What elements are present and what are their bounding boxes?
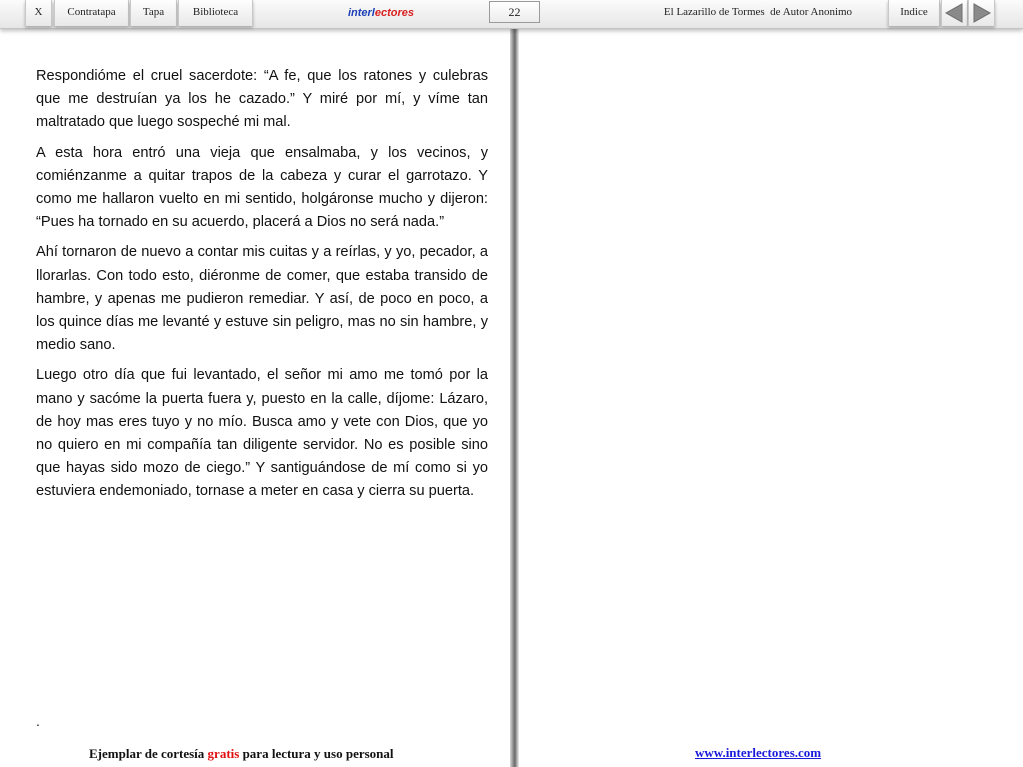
paragraph: A esta hora entró una vieja que ensalmaba, y los vecinos, y comiénzanme a quitar trapos de la cabeza y curar el garrotazo. Y como me hallaron vuelto en mi sentido, holgáronse mucho y dijeron: “Pues ha tornado en su acuerdo, placerá a Dios no será nada.” [36,144,488,231]
logo-part2: ectores [374,7,415,19]
left-page [0,29,510,767]
toolbar [0,0,1023,29]
courtesy-text-start: Ejemplar de cortesía [89,746,208,761]
courtesy-notice [89,746,394,762]
book-spine [510,29,519,767]
next-page-button[interactable] [968,0,995,26]
page-text [36,65,488,511]
book-title: El Lazarillo de Tormes de Autor Anonimo [663,6,853,18]
library-button[interactable]: Biblioteca [178,0,253,26]
close-button[interactable]: X [25,0,52,26]
website-link[interactable]: www.interlectores.com [695,745,822,760]
index-button[interactable]: Indice [888,0,940,26]
interlectores-logo [346,0,416,26]
triangle-left-icon [944,2,966,24]
logo-part1: interl [347,7,375,19]
right-page [519,29,1023,767]
previous-page-button[interactable] [941,0,968,26]
courtesy-text-end: para lectura y uso personal [239,746,394,761]
trailing-dot: . [36,713,40,729]
paragraph: Luego otro día que fui levantado, el señor mi amo me tomó por la mano y sacóme la puerta fuera y, puesto en la calle, díjome: Lázaro, de hoy mas eres tuyo y no mío. Busca amo y vete con Dios, que yo no quiero en mi compañía tan diligente servidor. No es posible sino que hayas sido mozo de ciego.” Y santiguándose de mí como si yo estuviera endemoniado, tornase a meter en casa y cierra su puerta. [36,367,488,500]
paragraph: Respondióme el cruel sacerdote: “A fe, que los ratones y culebras que me destruían ya los he cazado.” Y miré por mí, y víme tan maltratado que luego sospeché mi mal. [36,68,488,131]
courtesy-free-word: gratis [207,746,240,761]
paragraph: Ahí tornaron de nuevo a contar mis cuitas y a reírlas, y yo, pecador, a llorarlas. Con todo esto, diéronme de comer, que estaba transido de hambre, y apenas me pudieron remediar. Y así, de poco en poco, a los quince días me levanté y estuve sin peligro, mas no sin hambre, y medio sano. [36,244,488,354]
back-cover-button[interactable]: Contratapa [54,0,129,26]
triangle-right-icon [971,2,993,24]
cover-button[interactable]: Tapa [130,0,177,26]
page-number-field[interactable]: 22 [489,1,540,23]
